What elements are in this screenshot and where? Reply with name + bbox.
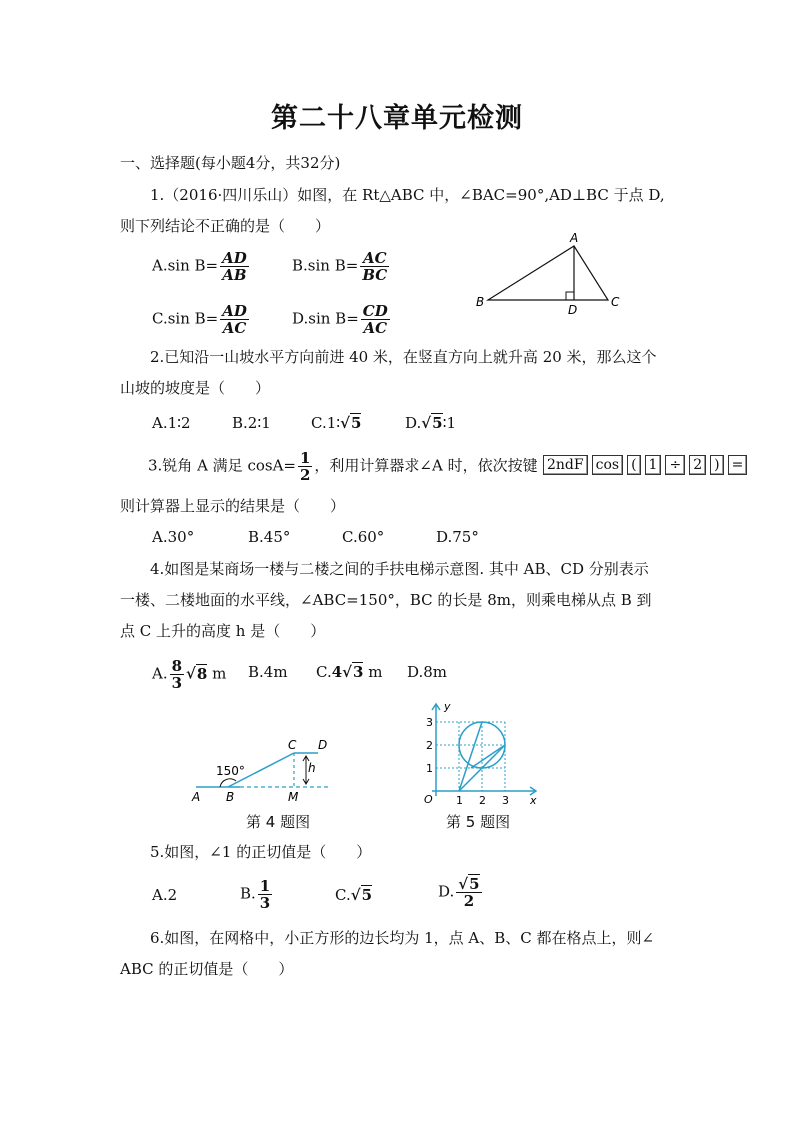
q1-stem-line2: 则下列结论不正确的是（ ） <box>120 217 331 235</box>
q4-label-c: C <box>288 738 297 752</box>
q5-chord-3 <box>471 745 505 768</box>
q5-stem-line1: 5.如图，∠1 的正切值是（ ） <box>150 843 372 861</box>
q5-b-fraction <box>258 878 272 911</box>
q2-option-c <box>311 412 361 434</box>
q2-stem-line2: 山坡的坡度是（ ） <box>120 379 271 397</box>
q5-c-rad: 5 <box>361 886 373 904</box>
q5-xtick-1: 1 <box>456 794 463 807</box>
q1-b-prefix: B.sin B= <box>292 256 359 275</box>
q5-option-a: A.2 <box>152 886 178 904</box>
q4-label-m: M <box>288 790 299 804</box>
q4-escalator-figure <box>188 735 338 807</box>
q1-option-b <box>292 250 391 283</box>
q2-d-prefix: D. <box>405 414 422 432</box>
q1-option-c <box>152 303 251 336</box>
q4-a-unit: m <box>212 664 227 683</box>
q1-c-den: AC <box>222 319 247 337</box>
q1-a-den: AB <box>222 266 247 284</box>
q5-b-prefix: B. <box>240 884 256 903</box>
q2-c-sqrt: √5 <box>340 414 362 432</box>
q5-d-prefix: D. <box>438 882 455 901</box>
q4-figure-caption: 第 4 题图 <box>246 813 311 831</box>
q5-b-den: 3 <box>259 894 271 912</box>
q2-option-a: A.1∶2 <box>152 414 191 432</box>
key-equals: = <box>728 455 748 475</box>
q4-a-num: 8 <box>171 657 183 675</box>
q5-c-sqrt: √5 <box>350 886 373 904</box>
q4-label-b: B <box>226 790 235 804</box>
q6-stem-line2: ABC 的正切值是（ ） <box>120 960 294 978</box>
q1-triangle-figure <box>470 228 630 320</box>
q1-a-fraction <box>220 250 249 283</box>
q5-d-num <box>456 876 481 893</box>
q3-option-c: C.60° <box>342 528 385 546</box>
q1-c-fraction <box>220 303 249 336</box>
q3-stem-line2: 则计算器上显示的结果是（ ） <box>120 497 346 515</box>
q5-xtick-3: 3 <box>502 794 509 807</box>
q5-figure-caption: 第 5 题图 <box>446 813 511 831</box>
q4-label-d: D <box>318 738 328 752</box>
q2-option-b: B.2∶1 <box>232 414 271 432</box>
q1-option-d <box>292 303 392 336</box>
q5-c-prefix: C. <box>335 886 351 904</box>
q1-a-prefix: A.sin B= <box>152 256 219 275</box>
q1-label-b: B <box>476 295 485 309</box>
q1-label-c: C <box>611 295 620 309</box>
q5-option-b <box>240 878 274 911</box>
q4-c-rad: 3 <box>353 663 364 681</box>
q4-option-a <box>152 658 226 691</box>
q1-option-a <box>152 250 251 283</box>
q3-option-d: D.75° <box>436 528 479 546</box>
q4-stem-line3: 点 C 上升的高度 h 是（ ） <box>120 622 326 640</box>
q5-d-rad: 5 <box>469 875 480 893</box>
q4-c-prefix: C. <box>316 663 332 681</box>
q5-ytick-3: 3 <box>426 716 433 729</box>
q5-coordinate-figure <box>418 698 548 810</box>
q1-stem-line1: 1.（2016·四川乐山）如图，在 Rt△ABC 中，∠BAC=90°,AD⊥BC 于点 D, <box>150 186 665 204</box>
q4-a-fraction <box>170 658 184 691</box>
q2-stem-line1: 2.已知沿一山坡水平方向前进 40 米，在竖直方向上就升高 20 米，那么这个 <box>150 348 657 366</box>
q3-stem-line1 <box>148 450 538 483</box>
key-2ndf: 2ndF <box>543 455 588 475</box>
page-title: 第二十八章单元检测 <box>271 103 523 134</box>
q5-ytick-1: 1 <box>426 762 433 775</box>
q1-d-num: CD <box>362 302 388 320</box>
key-2: 2 <box>689 455 706 475</box>
angle-arc <box>220 779 236 787</box>
q3-post: ，利用计算器求∠A 时，依次按键 <box>314 456 538 475</box>
q4-a-sqrt: √8 <box>186 664 208 683</box>
q5-option-d <box>438 876 484 909</box>
key-cos: cos <box>592 455 623 475</box>
q5-d-den: 2 <box>463 892 475 910</box>
key-close-paren: ) <box>710 455 723 475</box>
key-1: 1 <box>645 455 662 475</box>
q4-c-unit: m <box>368 663 383 681</box>
q5-option-c <box>335 884 372 906</box>
q2-option-d <box>405 412 456 434</box>
q1-d-fraction <box>361 303 390 336</box>
q4-stem-line2: 一楼、二楼地面的水平线，∠ABC=150°，BC 的长是 8m，则乘电梯从点 B 到 <box>120 591 652 609</box>
q4-a-prefix: A. <box>152 664 168 683</box>
q2-d-suffix: ∶1 <box>442 414 457 432</box>
q3-pre: 3.锐角 A 满足 cosA= <box>148 456 296 475</box>
q5-ytick-2: 2 <box>426 739 433 752</box>
q1-d-den: AC <box>363 319 388 337</box>
q3-option-b: B.45° <box>248 528 291 546</box>
q4-option-d: D.8m <box>407 663 448 681</box>
q4-option-b: B.4m <box>248 663 288 681</box>
q1-label-a: A <box>570 231 579 245</box>
q3-frac-num: 1 <box>299 449 311 467</box>
q5-b-num: 1 <box>259 877 271 895</box>
q6-stem-line1: 6.如图，在网格中，小正方形的边长均为 1，点 A、B、C 都在格点上，则∠ <box>150 929 655 947</box>
q3-option-a: A.30° <box>152 528 195 546</box>
q3-fraction <box>298 450 312 483</box>
q1-b-num: AC <box>360 250 389 267</box>
q1-b-fraction <box>360 250 389 283</box>
q1-c-num: AD <box>222 302 247 320</box>
q4-label-a: A <box>192 790 201 804</box>
section-heading: 一、选择题(每小题4分，共32分) <box>120 154 341 172</box>
q1-a-num: AD <box>222 249 247 267</box>
q2-c-rad: 5 <box>351 414 362 432</box>
q4-option-c <box>316 661 382 683</box>
q1-label-d: D <box>568 303 578 317</box>
q4-c-coef: 4 <box>331 663 343 681</box>
q1-b-den: BC <box>362 266 388 284</box>
q5-x-label: x <box>530 794 537 807</box>
q4-stem-line1: 4.如图是某商场一楼与二楼之间的手扶电梯示意图. 其中 AB、CD 分别表示 <box>150 560 649 578</box>
key-divide: ÷ <box>665 455 685 475</box>
q4-angle-label: 150° <box>216 764 245 778</box>
q4-a-rad: 8 <box>196 664 208 683</box>
q1-d-prefix: D.sin B= <box>292 309 359 328</box>
q4-c-sqrt: √3 <box>342 663 364 681</box>
q4-a-den: 3 <box>171 674 183 692</box>
q3-key-sequence <box>541 454 749 476</box>
triangle-abc <box>488 246 608 300</box>
q2-c-prefix: C.1∶ <box>311 414 341 432</box>
q5-d-sqrt: √5 <box>458 875 480 893</box>
q5-origin-label: O <box>424 793 433 806</box>
q5-xtick-2: 2 <box>479 794 486 807</box>
q4-label-h: h <box>308 761 316 775</box>
q2-d-sqrt: √5 <box>421 414 443 432</box>
q3-frac-den: 2 <box>299 466 311 484</box>
q5-y-label: y <box>444 700 451 713</box>
q2-d-rad: 5 <box>432 414 443 432</box>
q5-d-fraction <box>456 876 481 909</box>
key-open-paren: ( <box>627 455 640 475</box>
right-angle-mark <box>566 292 574 300</box>
q1-c-prefix: C.sin B= <box>152 309 219 328</box>
